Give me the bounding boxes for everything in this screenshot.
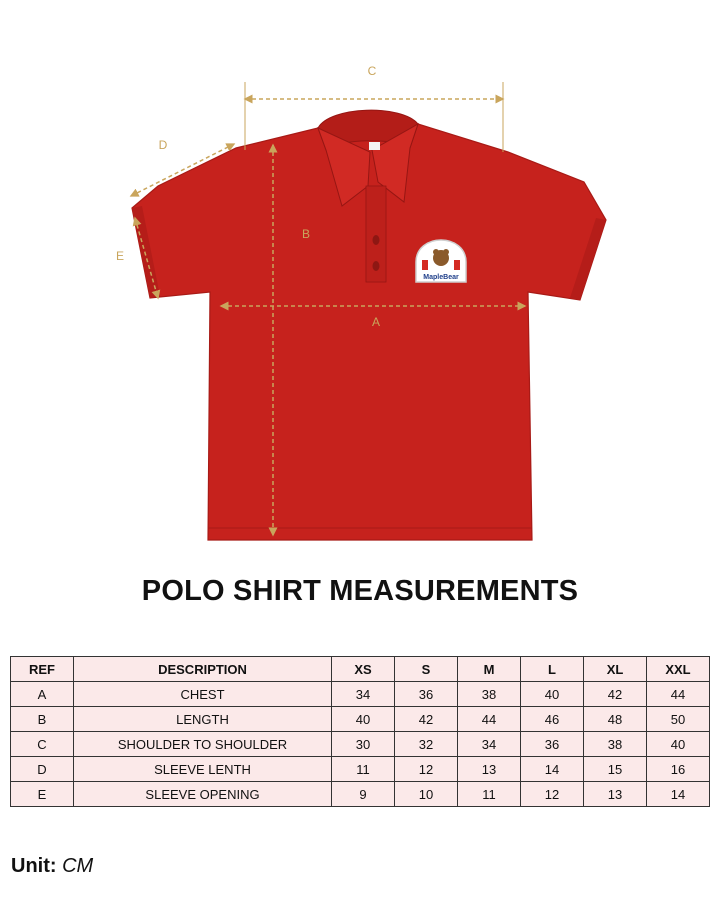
cell-value: 38 xyxy=(458,682,521,707)
header-size-s: S xyxy=(395,657,458,682)
cell-description: LENGTH xyxy=(74,707,332,732)
cell-value: 14 xyxy=(647,782,710,807)
cell-value: 36 xyxy=(395,682,458,707)
dimension-label-b: B xyxy=(301,227,311,241)
cell-value: 11 xyxy=(332,757,395,782)
cell-description: SLEEVE LENTH xyxy=(74,757,332,782)
cell-ref: B xyxy=(11,707,74,732)
cell-value: 15 xyxy=(584,757,647,782)
cell-value: 48 xyxy=(584,707,647,732)
cell-value: 40 xyxy=(521,682,584,707)
unit-label: Unit: xyxy=(11,855,57,877)
header-size-m: M xyxy=(458,657,521,682)
unit-note xyxy=(11,855,93,878)
dimension-label-c: C xyxy=(367,64,377,78)
cell-value: 34 xyxy=(332,682,395,707)
cell-value: 12 xyxy=(521,782,584,807)
cell-description: SLEEVE OPENING xyxy=(74,782,332,807)
cell-value: 40 xyxy=(647,732,710,757)
cell-value: 11 xyxy=(458,782,521,807)
table-row xyxy=(11,757,710,782)
dimension-label-e: E xyxy=(115,249,125,263)
polo-shirt-illustration xyxy=(132,110,606,540)
maplebear-badge xyxy=(416,240,466,282)
cell-value: 44 xyxy=(458,707,521,732)
measurements-table xyxy=(10,656,710,807)
unit-value: CM xyxy=(62,855,94,877)
header-size-xxl: XXL xyxy=(647,657,710,682)
cell-description: CHEST xyxy=(74,682,332,707)
badge-text: MapleBear xyxy=(423,274,459,281)
cell-ref: E xyxy=(11,782,74,807)
header-ref: REF xyxy=(11,657,74,682)
cell-value: 9 xyxy=(332,782,395,807)
cell-ref: C xyxy=(11,732,74,757)
cell-value: 42 xyxy=(395,707,458,732)
cell-value: 12 xyxy=(395,757,458,782)
cell-description: SHOULDER TO SHOULDER xyxy=(74,732,332,757)
cell-value: 40 xyxy=(332,707,395,732)
cell-value: 30 xyxy=(332,732,395,757)
cell-value: 36 xyxy=(521,732,584,757)
table-row xyxy=(11,732,710,757)
cell-value: 50 xyxy=(647,707,710,732)
cell-value: 10 xyxy=(395,782,458,807)
cell-value: 46 xyxy=(521,707,584,732)
cell-value: 13 xyxy=(584,782,647,807)
cell-value: 44 xyxy=(647,682,710,707)
table-row xyxy=(11,707,710,732)
header-size-xs: XS xyxy=(332,657,395,682)
dimension-label-d: D xyxy=(158,138,168,152)
cell-value: 14 xyxy=(521,757,584,782)
table-row xyxy=(11,682,710,707)
header-size-l: L xyxy=(521,657,584,682)
page-title: POLO SHIRT MEASUREMENTS xyxy=(141,575,579,607)
table-row xyxy=(11,782,710,807)
cell-value: 34 xyxy=(458,732,521,757)
cell-ref: A xyxy=(11,682,74,707)
cell-value: 16 xyxy=(647,757,710,782)
cell-value: 13 xyxy=(458,757,521,782)
header-size-xl: XL xyxy=(584,657,647,682)
table-header-row xyxy=(11,657,710,682)
cell-value: 42 xyxy=(584,682,647,707)
cell-value: 38 xyxy=(584,732,647,757)
cell-ref: D xyxy=(11,757,74,782)
header-description: DESCRIPTION xyxy=(74,657,332,682)
cell-value: 32 xyxy=(395,732,458,757)
dimension-label-a: A xyxy=(371,315,381,329)
